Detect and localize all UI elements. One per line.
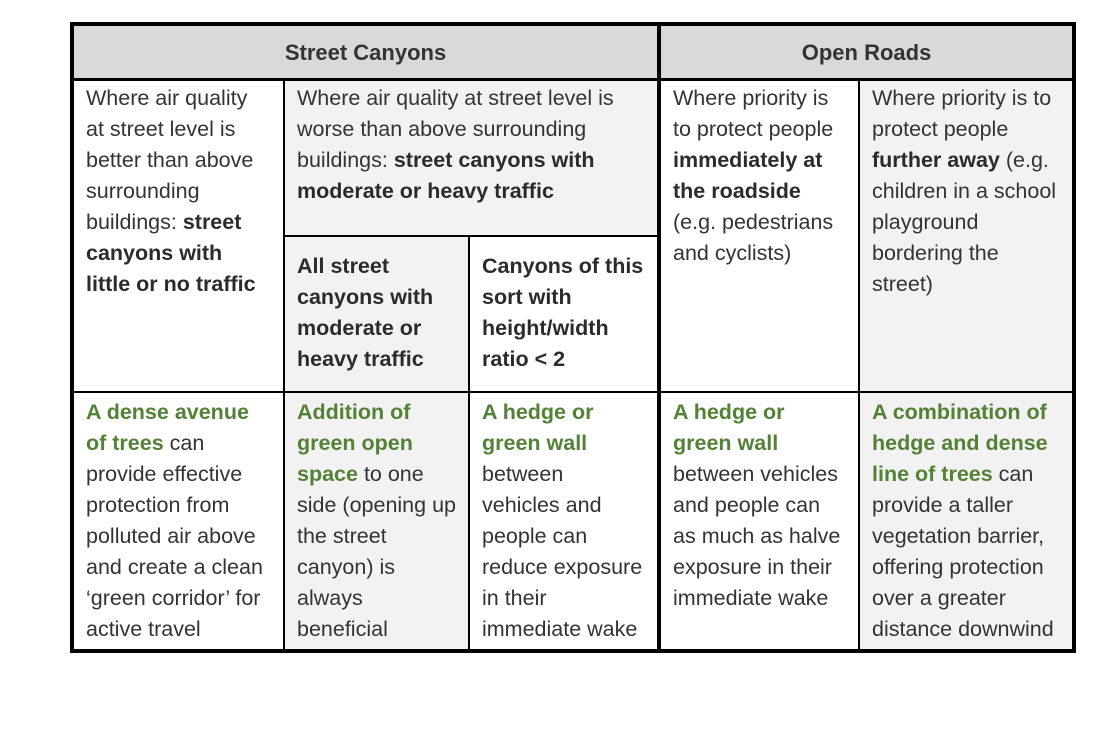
recommendation-highlight: A dense avenue of trees xyxy=(86,400,249,455)
recommendation-highlight: Addition of green open space xyxy=(297,400,413,486)
recommendation-trees-avenue xyxy=(72,392,284,651)
recommendation-text: between vehicles and people can reduce exposure in their immediate wake xyxy=(482,462,643,641)
condition-bold: further away xyxy=(872,148,1000,172)
conditions-row-1 xyxy=(72,80,1074,237)
recommendation-open-space xyxy=(284,392,469,651)
recommendation-text: between vehicles and people can as much as halve exposure in their immediate wake xyxy=(673,462,841,610)
condition-text: Where priority is to protect people xyxy=(673,86,834,141)
condition-bold: street canyons with moderate or heavy traffic xyxy=(297,148,595,203)
condition-cell-further-away xyxy=(859,80,1074,393)
recommendations-row xyxy=(72,392,1074,651)
condition-text: Where air quality at street level is worse than above surrounding buildings: xyxy=(297,86,614,172)
green-infrastructure-table xyxy=(70,22,1076,653)
condition-text: Where air quality at street level is better than above surrounding buildings: xyxy=(86,86,254,234)
recommendation-highlight: A hedge or green wall xyxy=(482,400,594,455)
recommendation-hedge-canyon xyxy=(469,392,659,651)
condition-text: (e.g. pedestrians and cyclists) xyxy=(673,210,834,265)
condition-text: (e.g. children in a school playground bordering the street) xyxy=(872,148,1057,296)
condition-text: Where priority is to protect people xyxy=(872,86,1052,141)
open-roads-header: Open Roads xyxy=(659,24,1074,80)
recommendation-hedge-and-trees xyxy=(859,392,1074,651)
recommendation-highlight: A combination of hedge and dense line of trees xyxy=(872,400,1048,486)
condition-bold: street canyons with little or no traffic xyxy=(86,210,256,296)
condition-cell-heavy-traffic xyxy=(284,80,659,237)
subcondition-height-width-ratio: Canyons of this sort with height/width ratio < 2 xyxy=(469,236,659,392)
recommendation-text: to one side (opening up the street canyon) is always beneficial xyxy=(297,462,456,641)
subcondition-all-canyons: All street canyons with moderate or heavy traffic xyxy=(284,236,469,392)
condition-cell-roadside xyxy=(659,80,859,393)
recommendation-highlight: A hedge or green wall xyxy=(673,400,785,455)
street-canyons-header: Street Canyons xyxy=(72,24,659,80)
recommendation-hedge-roadside xyxy=(659,392,859,651)
condition-bold: immediately at the roadside xyxy=(673,148,823,203)
recommendation-text: can provide effective protection from polluted air above and create a clean ‘green corridor’ for active travel xyxy=(86,431,263,641)
condition-cell-little-traffic xyxy=(72,80,284,393)
recommendation-text: can provide a taller vegetation barrier, offering protection over a greater distance downwind xyxy=(872,462,1054,641)
header-row xyxy=(72,24,1074,80)
